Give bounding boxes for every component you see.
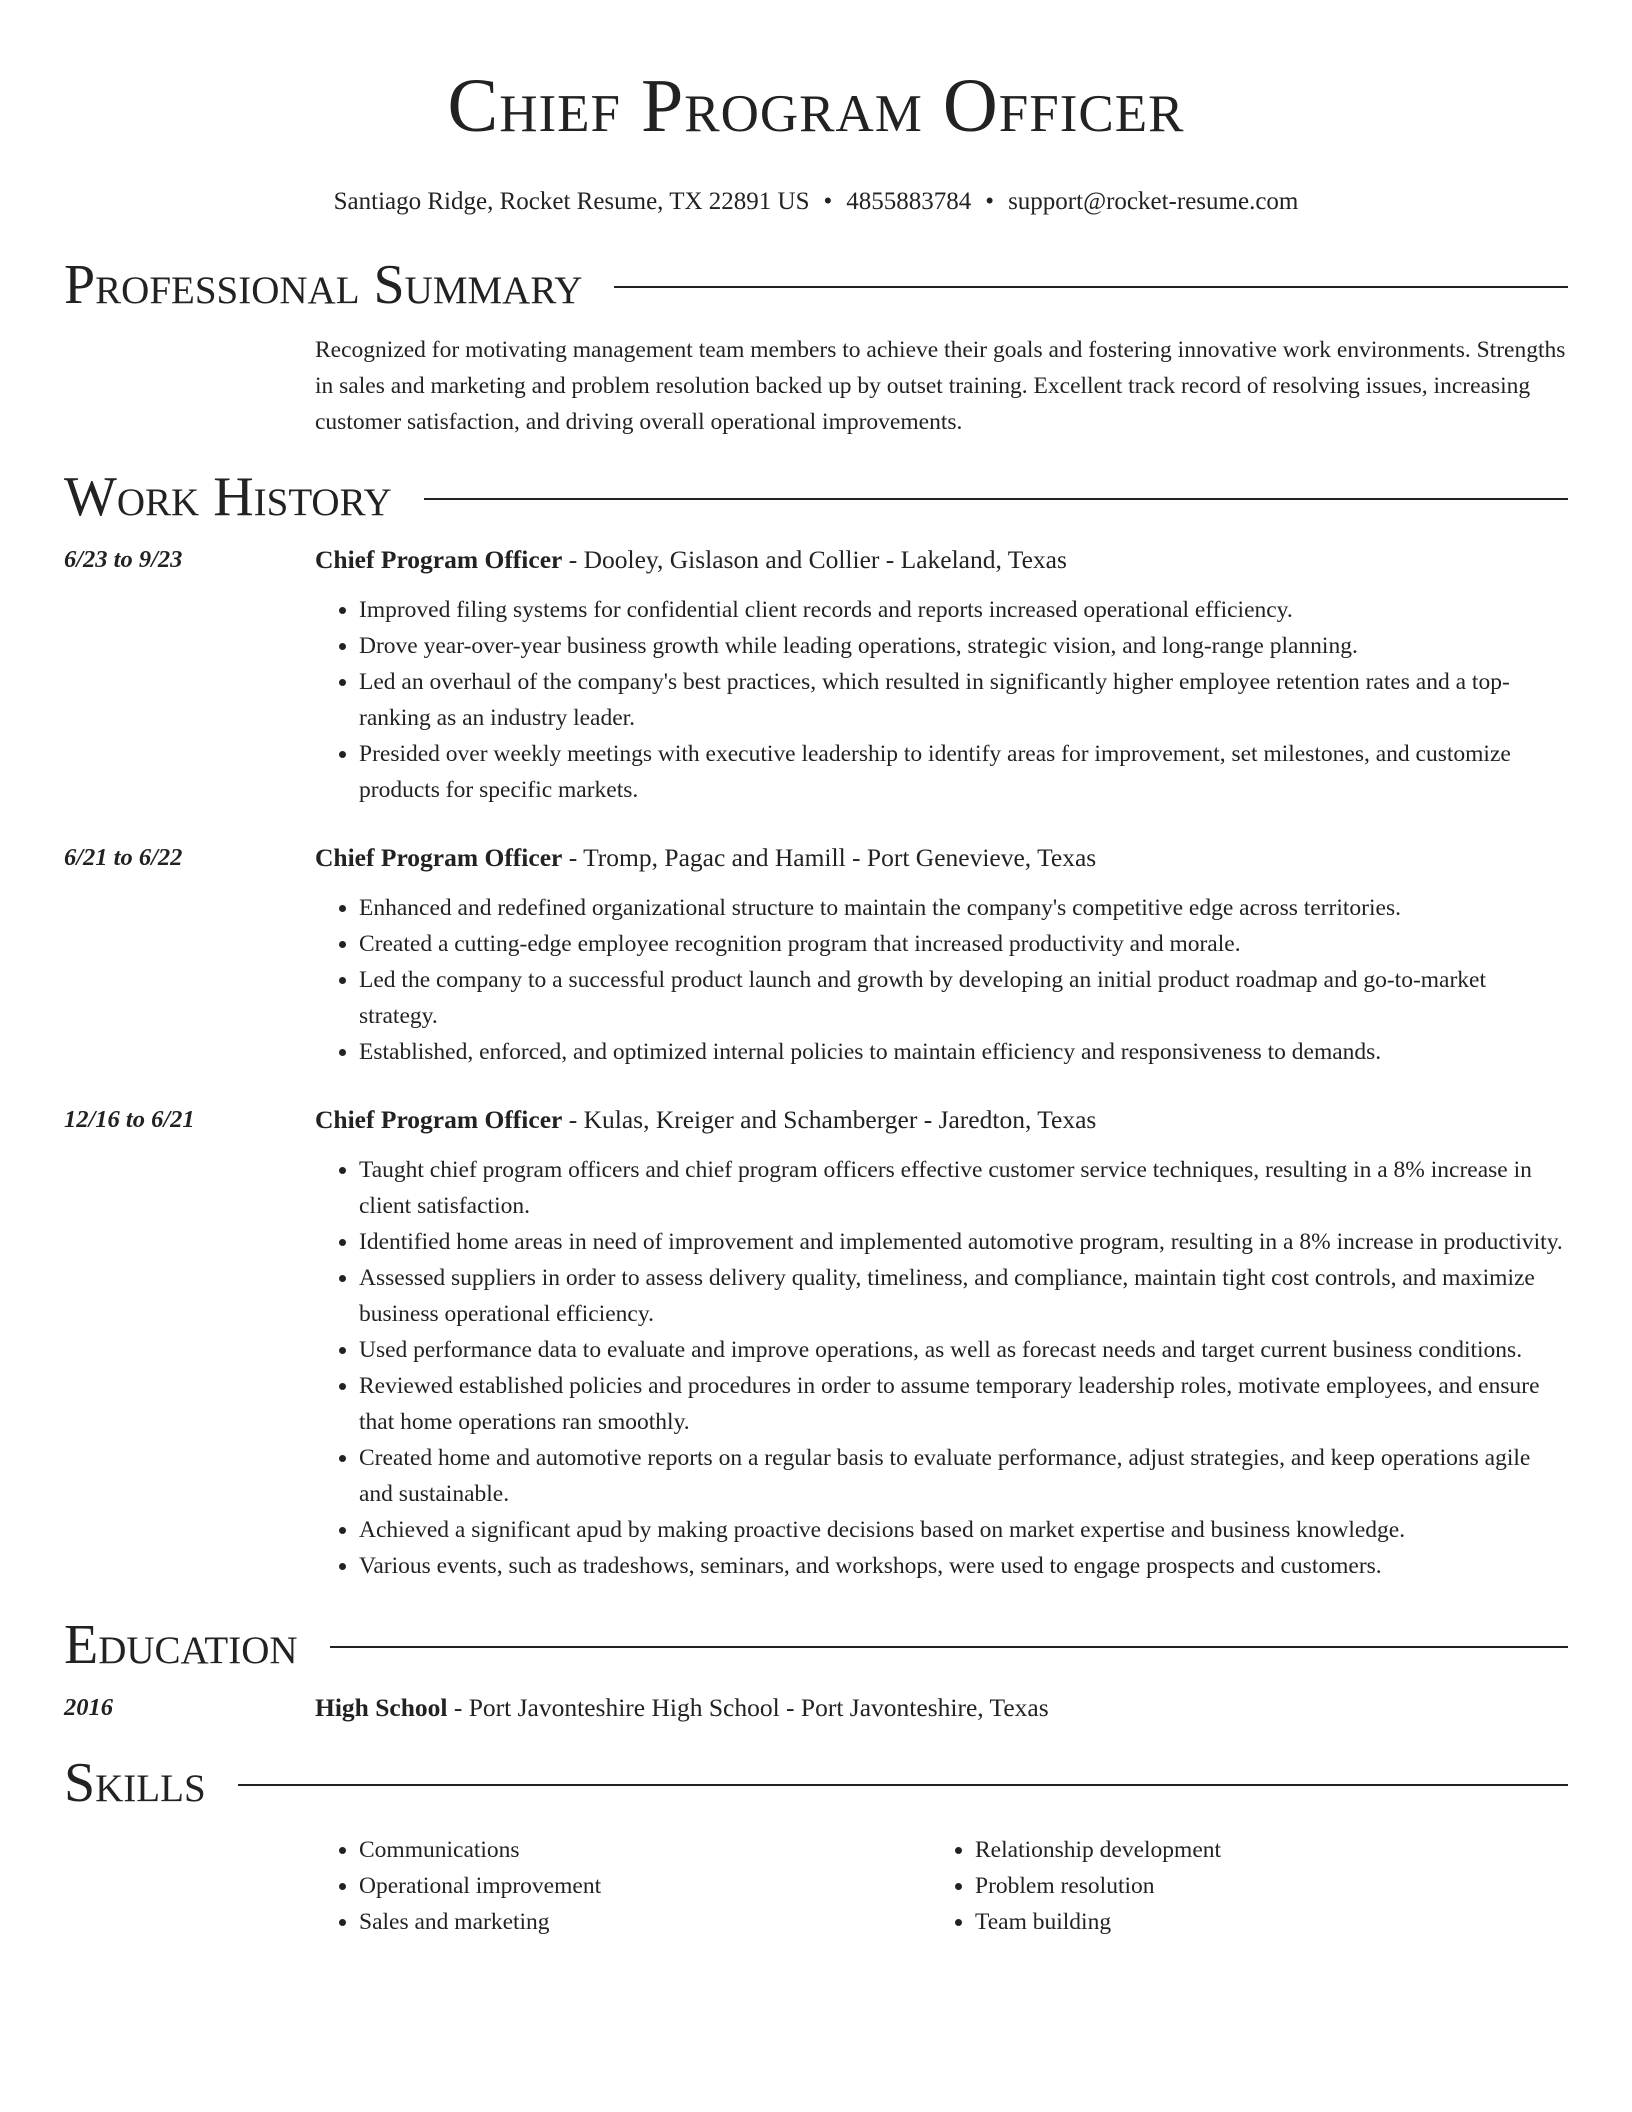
summary-section-title: Professional Summary bbox=[64, 254, 583, 316]
job-bullet: • Taught chief program officers and chief program officers effective customer service techniques, resulting in a 8% increase in client satisfaction. bbox=[359, 1152, 1568, 1224]
job-date: 6/21 to 6/22 bbox=[64, 844, 183, 871]
skill-item: • Operational improvement bbox=[359, 1868, 931, 1904]
job-bullet: • Created a cutting-edge employee recognition program that increased productivity and morale. bbox=[359, 926, 1568, 962]
skills-column-right bbox=[931, 1832, 1547, 1940]
job-heading bbox=[315, 542, 1568, 578]
skill-item: • Sales and marketing bbox=[359, 1904, 931, 1940]
education-heading bbox=[315, 1690, 1568, 1726]
skills-section-header bbox=[64, 1750, 1568, 1816]
skill-item: • Communications bbox=[359, 1832, 931, 1868]
job-bullet: • Various events, such as tradeshows, seminars, and workshops, were used to engage prospects and customers. bbox=[359, 1548, 1568, 1584]
section-divider bbox=[614, 286, 1568, 288]
work-section-title: Work History bbox=[64, 466, 392, 528]
job-entry bbox=[64, 542, 1568, 808]
job-bullet: • Achieved a significant apud by making proactive decisions based on market expertise and business knowledge. bbox=[359, 1512, 1568, 1548]
job-details: - Tromp, Pagac and Hamill - Port Genevieve, Texas bbox=[562, 843, 1097, 872]
job-bullet: • Assessed suppliers in order to assess delivery quality, timeliness, and compliance, maintain tight cost controls, and maximize business operational efficiency. bbox=[359, 1260, 1568, 1332]
education-section-title: Education bbox=[64, 1614, 298, 1676]
job-bullets bbox=[315, 890, 1568, 1070]
job-body bbox=[315, 840, 1568, 1070]
education-entry bbox=[64, 1690, 1568, 1726]
contact-separator: • bbox=[823, 188, 833, 215]
job-role: Chief Program Officer bbox=[315, 1105, 563, 1134]
job-bullet: • Established, enforced, and optimized internal policies to maintain efficiency and responsiveness to demands. bbox=[359, 1034, 1568, 1070]
job-date: 6/23 to 9/23 bbox=[64, 546, 183, 573]
job-bullet: • Presided over weekly meetings with executive leadership to identify areas for improvement, set milestones, and customize products for specific markets. bbox=[359, 736, 1568, 808]
job-bullet: • Used performance data to evaluate and improve operations, as well as forecast needs and target current business conditions. bbox=[359, 1332, 1568, 1368]
job-entry bbox=[64, 840, 1568, 1070]
job-bullet: • Led the company to a successful product launch and growth by developing an initial product roadmap and go-to-market strategy. bbox=[359, 962, 1568, 1034]
skill-item: • Problem resolution bbox=[975, 1868, 1547, 1904]
contact-phone: 4855883784 bbox=[846, 188, 972, 215]
job-heading bbox=[315, 840, 1568, 876]
summary-text: Recognized for motivating management team members to achieve their goals and fostering innovative work environments. Strengths in sales and marketing and problem resolution backed up by outset training. Excellent track record of resolving issues, increasing customer satisfaction, and driving overall operational improvements. bbox=[315, 337, 1566, 435]
job-date: 12/16 to 6/21 bbox=[64, 1106, 195, 1133]
section-divider bbox=[424, 498, 1568, 500]
resume-name: Chief Program Officer bbox=[447, 64, 1185, 148]
job-role: Chief Program Officer bbox=[315, 545, 563, 574]
job-bullet: • Created home and automotive reports on a regular basis to evaluate performance, adjust strategies, and keep operations agile and sustainable. bbox=[359, 1440, 1568, 1512]
education-body bbox=[315, 1690, 1568, 1726]
job-bullet: • Drove year-over-year business growth while leading operations, strategic vision, and long-range planning. bbox=[359, 628, 1568, 664]
job-bullet: • Led an overhaul of the company's best practices, which resulted in significantly higher employee retention rates and a top-ranking as an industry leader. bbox=[359, 664, 1568, 736]
job-bullet: • Identified home areas in need of improvement and implemented automotive program, resulting in a 8% increase in productivity. bbox=[359, 1224, 1568, 1260]
job-details: - Kulas, Kreiger and Schamberger - Jaredton, Texas bbox=[562, 1105, 1097, 1134]
job-body bbox=[315, 1102, 1568, 1584]
job-role: Chief Program Officer bbox=[315, 843, 563, 872]
work-section-header bbox=[64, 464, 1568, 530]
contact-line bbox=[64, 186, 1568, 218]
education-degree: High School bbox=[315, 1693, 448, 1722]
job-bullet: • Reviewed established policies and procedures in order to assume temporary leadership roles, motivate employees, and ensure that home operations ran smoothly. bbox=[359, 1368, 1568, 1440]
job-bullets bbox=[315, 592, 1568, 808]
education-section-header bbox=[64, 1612, 1568, 1678]
education-details: - Port Javonteshire High School - Port Javonteshire, Texas bbox=[447, 1693, 1049, 1722]
skills-column-left bbox=[315, 1832, 931, 1940]
skills-list bbox=[315, 1832, 1568, 1940]
skill-item: • Relationship development bbox=[975, 1832, 1547, 1868]
section-divider bbox=[238, 1784, 1568, 1786]
summary-section-header bbox=[64, 252, 1568, 318]
resume-page bbox=[64, 0, 1568, 1940]
education-date: 2016 bbox=[64, 1694, 113, 1721]
skills-section-title: Skills bbox=[64, 1752, 206, 1814]
job-body bbox=[315, 542, 1568, 808]
section-divider bbox=[330, 1646, 1568, 1648]
contact-address: Santiago Ridge, Rocket Resume, TX 22891 US bbox=[333, 188, 810, 215]
skill-item: • Team building bbox=[975, 1904, 1547, 1940]
contact-email: support@rocket-resume.com bbox=[1008, 188, 1299, 215]
job-entry bbox=[64, 1102, 1568, 1584]
job-heading bbox=[315, 1102, 1568, 1138]
job-bullet: • Improved filing systems for confidential client records and reports increased operational efficiency. bbox=[359, 592, 1568, 628]
job-bullet: • Enhanced and redefined organizational structure to maintain the company's competitive edge across territories. bbox=[359, 890, 1568, 926]
job-details: - Dooley, Gislason and Collier - Lakeland, Texas bbox=[562, 545, 1067, 574]
contact-separator: • bbox=[985, 188, 995, 215]
job-bullets bbox=[315, 1152, 1568, 1584]
